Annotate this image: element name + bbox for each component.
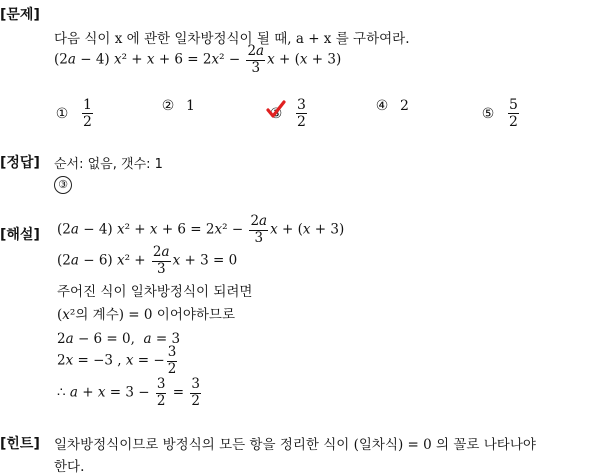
choice-number: ④ — [375, 98, 389, 114]
choice-number: ③ — [268, 106, 284, 122]
solution-line-2: (2a − 6) x² + $\frac{2a}{3}$ x + 3 = 0 — [57, 244, 238, 277]
choice-1[interactable] — [54, 98, 95, 129]
choice-number: ② — [161, 98, 175, 114]
problem-equation: (2a − 4) x² + x + 6 = 2x² − $\frac{2a}{3}$ x + (x + 3) — [54, 43, 342, 76]
choice-value — [82, 98, 93, 129]
choice-number: ⑤ — [481, 105, 495, 122]
solution-line-6: 2x = −3 , x = − $\frac{3}{2}$ — [57, 344, 177, 377]
answer-line: 순서: 없음, 갯수: 1 — [54, 157, 163, 172]
problem-tag: [문제] — [0, 7, 40, 23]
choice-denominator: 2 — [297, 114, 306, 130]
choice-value — [508, 98, 519, 129]
check-mark-icon — [265, 100, 287, 120]
solution-line-3: 주어진 식이 일차방정식이 되려면 — [57, 284, 253, 300]
hint-line-1: 일차방정식이므로 방정식의 모든 항을 정리한 식이 (일차식) = 0 의 꼴로 나타나야 — [54, 437, 536, 453]
choice-value — [296, 98, 307, 129]
choice-numerator: 1 — [83, 97, 92, 113]
choice-value: 1 — [186, 98, 195, 114]
choice-denominator: 2 — [83, 114, 92, 130]
solution-line-1: (2a − 4) x² + x + 6 = 2x² − $\frac{2a}{3}$ x + (x + 3) — [57, 213, 345, 246]
solution-line-4: (x²의 계수) = 0 이어야하므로 — [57, 307, 236, 323]
choice-value: 2 — [400, 98, 409, 114]
hint-tag: [힌트] — [0, 436, 40, 452]
hint-line-2: 한다. — [54, 459, 85, 475]
solution-tag: [해설] — [0, 227, 40, 243]
solution-line-5: 2a − 6 = 0, a = 3 — [57, 331, 181, 347]
problem-statement: 다음 식이 x 에 관한 일차방정식이 될 때, a + x 를 구하여라. — [54, 31, 410, 47]
solution-line-7: ∴ a + x = 3 − $\frac{3}{2}$ = $\frac{3}{2}$ — [57, 376, 200, 409]
choice-5[interactable] — [480, 98, 521, 129]
choice-numerator: 3 — [297, 97, 306, 113]
choice-2[interactable] — [160, 98, 195, 114]
choice-3[interactable] — [268, 98, 309, 129]
choice-denominator: 2 — [509, 114, 518, 130]
choice-4[interactable] — [374, 98, 409, 114]
answer-choice: ③ — [54, 176, 72, 194]
answer-tag: [정답] — [0, 155, 40, 171]
choice-number: ① — [55, 105, 69, 122]
choice-numerator: 5 — [509, 97, 518, 113]
